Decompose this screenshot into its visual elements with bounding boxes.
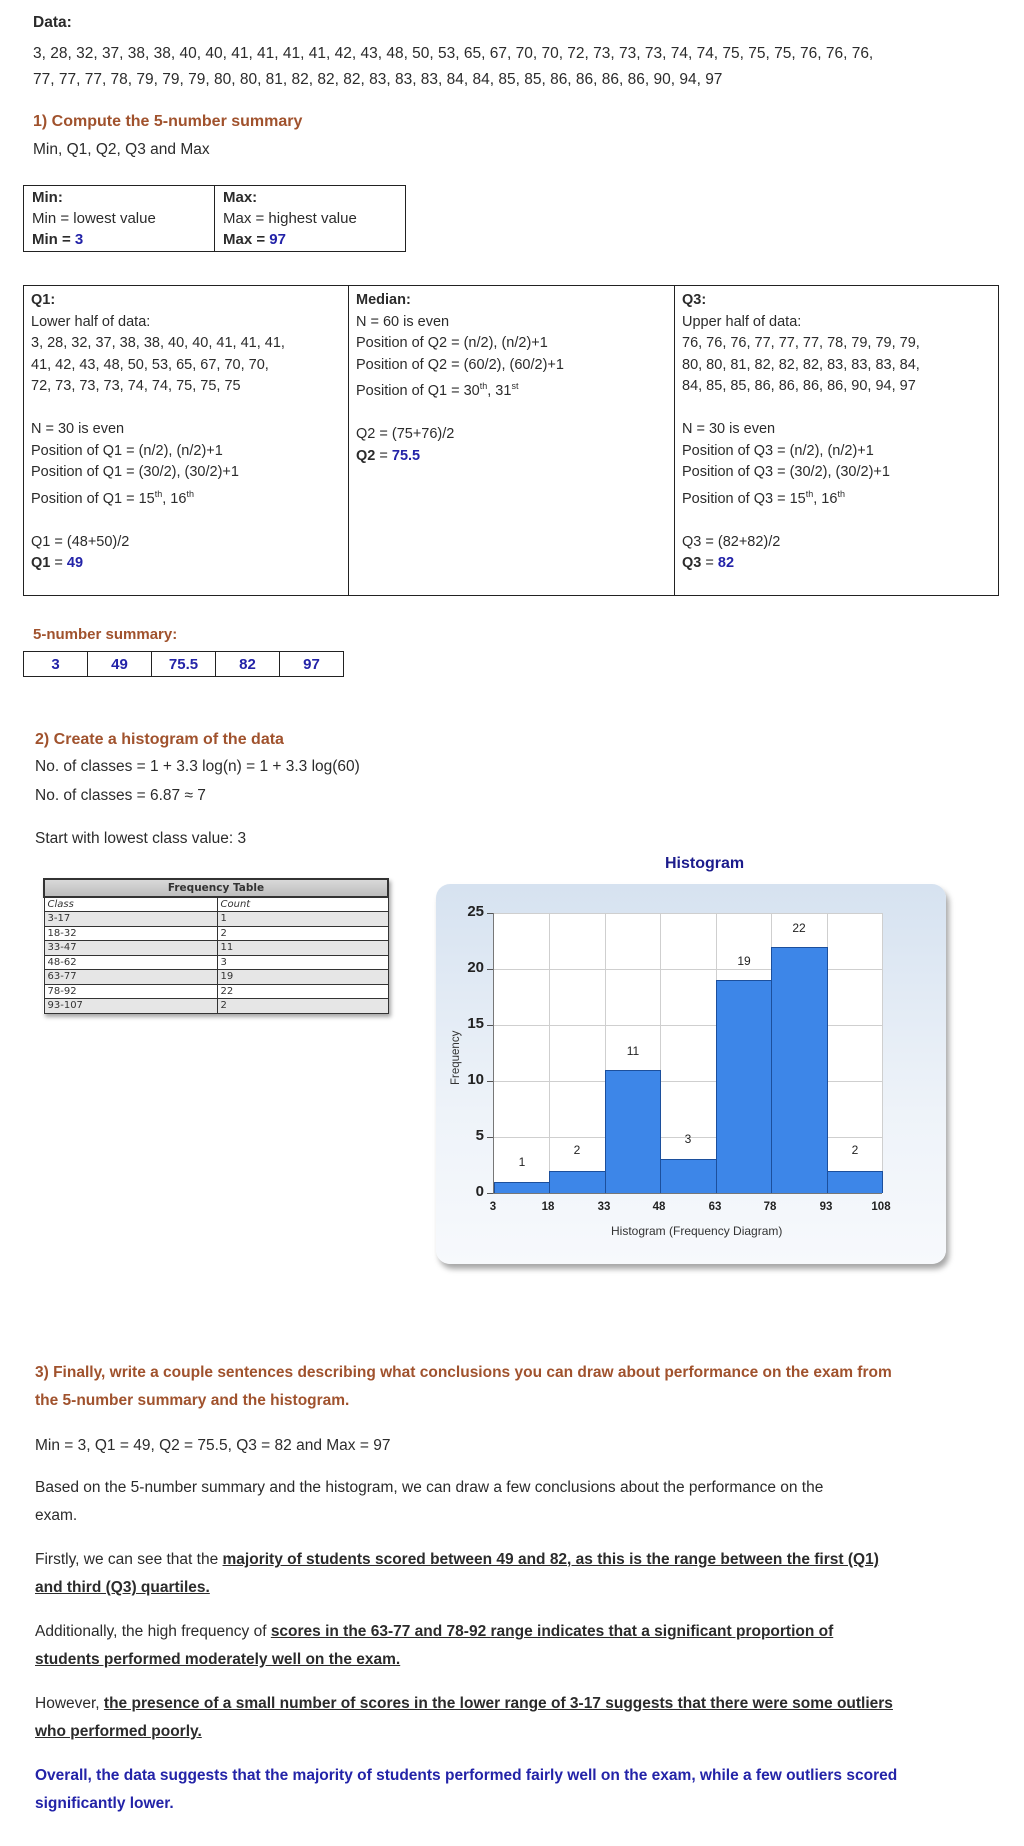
classes-result: No. of classes = 6.87 ≈ 7 (35, 787, 206, 804)
x-tick: 48 (652, 1201, 666, 1213)
conclusion-line-2: significantly lower. (35, 1795, 174, 1812)
q3-data-line: 80, 80, 81, 82, 82, 82, 83, 83, 83, 84, (682, 356, 920, 373)
q3-n-line: N = 30 is even (682, 421, 776, 437)
highlight-text: majority of students scored between 49 and 82, as this is the range between the first (Q1) (222, 1551, 879, 1568)
max-value: 97 (269, 231, 286, 248)
y-axis-label: Frequency (450, 1030, 462, 1085)
histogram-bar (771, 947, 828, 1193)
q3-data-line: 84, 85, 85, 86, 86, 86, 86, 90, 94, 97 (682, 378, 916, 394)
max-result-label: Max = (223, 231, 270, 248)
median-title: Median: (356, 292, 411, 308)
min-value: 3 (74, 231, 84, 248)
bar-value-label: 22 (792, 921, 806, 935)
table-row: 33-47 11 (44, 941, 388, 956)
median-value: 75.5 (391, 447, 421, 464)
max-box (215, 186, 406, 252)
q3-position-result: Position of Q3 = 15th, 16th (682, 488, 845, 507)
bar-value-label: 19 (737, 954, 751, 968)
q1-calculation: Q1 = (48+50)/2 (31, 533, 130, 550)
data-values-line-2: 77, 77, 77, 78, 79, 79, 79, 80, 80, 81, 82, 82, 82, 83, 83, 83, 84, 84, 85, 85, 86, 86, 86, 86, 90, 94, 97 (33, 71, 723, 88)
x-tick: 33 (597, 1201, 611, 1213)
q1-data-line: 41, 42, 43, 48, 50, 53, 65, 67, 70, 70, (31, 356, 269, 373)
column-header-count: Count (217, 897, 388, 912)
table-row: 63-77 19 (44, 970, 388, 985)
five-number-min: 3 (24, 652, 88, 677)
q1-position-substituted: Position of Q1 = (30/2), (30/2)+1 (31, 464, 239, 480)
median-result-label: Q2 (356, 447, 376, 464)
intro-line-1: Based on the 5-number summary and the histogram, we can draw a few conclusions about the performance on the (35, 1479, 824, 1496)
x-tick: 108 (871, 1201, 891, 1213)
part3-heading-line-1: 3) Finally, write a couple sentences describing what conclusions you can draw about performance on the exam from (35, 1364, 892, 1381)
bar-value-label: 1 (518, 1155, 526, 1169)
median-calculation: Q2 = (75+76)/2 (356, 426, 455, 442)
table-row: 78-92 22 (44, 984, 388, 999)
part2-heading: 2) Create a histogram of the data (35, 731, 284, 748)
frequency-table-title: Frequency Table (44, 879, 388, 897)
highlight-text: scores in the 63-77 and 78-92 range indicates that a significant proportion of (270, 1623, 834, 1640)
x-tick: 93 (819, 1201, 833, 1213)
max-definition: Max = highest value (223, 210, 357, 227)
five-number-q3: 82 (216, 652, 280, 677)
bar-value-label: 3 (684, 1132, 692, 1146)
median-position-substituted: Position of Q2 = (60/2), (60/2)+1 (356, 356, 564, 373)
q1-value: 49 (66, 555, 84, 571)
histogram-bar (494, 1182, 550, 1193)
histogram-bar (716, 980, 772, 1193)
start-class-note: Start with lowest class value: 3 (35, 830, 247, 847)
q1-lower-half-label: Lower half of data: (31, 313, 151, 330)
frequency-table-container (43, 878, 389, 1014)
histogram-bar (605, 1070, 661, 1193)
five-number-max: 97 (280, 652, 344, 677)
column-header-class: Class (44, 897, 217, 912)
table-row: 18-32 2 (44, 926, 388, 941)
bar-value-label: 2 (573, 1143, 581, 1157)
histogram-bar (549, 1171, 606, 1193)
q1-title: Q1: (31, 292, 56, 308)
frequency-table (43, 878, 389, 1014)
q3-data-line: 76, 76, 76, 77, 77, 77, 78, 79, 79, 79, (682, 335, 920, 351)
highlight-text: the presence of a small number of scores in the lower range of 3-17 suggests that there were some outliers (103, 1695, 893, 1712)
quartiles-table (23, 285, 999, 596)
q3-title: Q3: (682, 292, 707, 308)
highlight-text: students performed moderately well on the exam. (35, 1651, 401, 1668)
bar-value-label: 11 (626, 1044, 640, 1058)
intro-line-2: exam. (35, 1507, 78, 1524)
five-number-median: 75.5 (152, 652, 216, 677)
min-title: Min: (32, 189, 63, 206)
five-number-q1: 49 (88, 652, 152, 677)
x-tick: 63 (708, 1201, 722, 1213)
paragraph-firstly: Firstly, we can see that the majority of students scored between 49 and 82, as this is the range between the first (Q1) (35, 1551, 879, 1568)
x-tick: 3 (489, 1201, 497, 1213)
part1-heading: 1) Compute the 5-number summary (33, 113, 303, 130)
y-tick: 0 (475, 1183, 484, 1200)
min-max-table (23, 185, 406, 252)
median-position-result: Position of Q1 = 30th, 31st (356, 381, 519, 399)
q3-upper-half-label: Upper half of data: (682, 313, 802, 330)
data-values-line-1: 3, 28, 32, 37, 38, 38, 40, 40, 41, 41, 41, 41, 42, 43, 48, 50, 53, 65, 67, 70, 70, 72, 73, 73, 73, 74, 74, 75, 75, 75, 76, 76, 76, (33, 45, 874, 62)
q1-data-line: 3, 28, 32, 37, 38, 38, 40, 40, 41, 41, 41, (31, 335, 285, 351)
histogram-chart (436, 884, 946, 1264)
chart-title: Histogram (665, 855, 745, 872)
q1-position-formula: Position of Q1 = (n/2), (n/2)+1 (31, 442, 223, 459)
q3-value: 82 (717, 555, 735, 571)
x-tick: 18 (541, 1201, 555, 1213)
q3-box: Q3: Upper half of data: 76, 76, 76, 77, 77, 77, 78, 79, 79, 79, 80, 80, 81, 82, 82, 82, 83, 83, 83, 84, 84, 85, 85, 86, 86, 86, 86, 90, 94, 97 N = 30 is even Position of Q3 = (n/2), (n/2)+1 Position of Q3 = (30/2), (30/2)+1 Position of Q3 = 15th, 16th Q3 = (82+82)/2 Q3 = 82 (675, 286, 999, 596)
max-title: Max: (223, 189, 258, 206)
q3-calculation: Q3 = (82+82)/2 (682, 533, 781, 550)
min-definition: Min = lowest value (32, 210, 156, 227)
plot-area (493, 913, 882, 1194)
five-number-heading: 5-number summary: (33, 626, 178, 643)
min-result-label: Min = (32, 231, 75, 248)
table-row: 3-17 1 (44, 912, 388, 927)
q3-position-substituted: Position of Q3 = (30/2), (30/2)+1 (682, 464, 890, 480)
q3-result-label: Q3 (682, 555, 702, 571)
table-row: 48-62 3 (44, 955, 388, 970)
q1-position-result: Position of Q1 = 15th, 16th (31, 488, 194, 507)
x-tick: 78 (763, 1201, 777, 1213)
part3-heading-line-2: the 5-number summary and the histogram. (35, 1392, 350, 1409)
median-n-line: N = 60 is even (356, 313, 450, 330)
median-box: Median: N = 60 is even Position of Q2 = (n/2), (n/2)+1 Position of Q2 = (60/2), (60/2)+1 Position of Q1 = 30th, 31st Q2 = (75+76)/2 Q2 = 75.5 (349, 286, 675, 596)
paragraph-firstly-cont (35, 1574, 210, 1602)
highlight-text: who performed poorly. (35, 1723, 202, 1740)
q1-result-label: Q1 (31, 555, 51, 571)
bar-value-label: 2 (851, 1143, 859, 1157)
y-tick: 10 (467, 1071, 484, 1088)
highlight-text: and third (Q3) quartiles. (35, 1579, 210, 1596)
conclusion-line-1: Overall, the data suggests that the majority of students performed fairly well on the exam, while a few outliers scored (35, 1767, 898, 1784)
y-tick: 5 (475, 1127, 484, 1144)
y-tick: 25 (467, 903, 484, 920)
y-tick: 20 (467, 959, 484, 976)
part1-subheading: Min, Q1, Q2, Q3 and Max (33, 141, 210, 158)
q3-position-formula: Position of Q3 = (n/2), (n/2)+1 (682, 442, 874, 459)
paragraph-additionally-cont (35, 1646, 400, 1674)
paragraph-however: However, the presence of a small number of scores in the lower range of 3-17 suggests that there were some outliers (35, 1695, 893, 1712)
q1-data-line: 72, 73, 73, 73, 74, 74, 75, 75, 75 (31, 378, 241, 394)
median-position-formula: Position of Q2 = (n/2), (n/2)+1 (356, 335, 548, 351)
classes-formula: No. of classes = 1 + 3.3 log(n) = 1 + 3.3 log(60) (35, 758, 360, 775)
five-number-table (23, 651, 344, 677)
table-row: 93-107 2 (44, 999, 388, 1014)
min-box (24, 186, 215, 252)
histogram-bar (827, 1171, 883, 1193)
x-axis-label: Histogram (Frequency Diagram) (611, 1224, 783, 1238)
summary-line: Min = 3, Q1 = 49, Q2 = 75.5, Q3 = 82 and Max = 97 (35, 1437, 391, 1454)
paragraph-additionally: Additionally, the high frequency of scores in the 63-77 and 78-92 range indicates that a significant proportion of (35, 1623, 834, 1640)
histogram-bar (660, 1159, 717, 1193)
q1-n-line: N = 30 is even (31, 421, 125, 437)
paragraph-however-cont (35, 1718, 202, 1746)
y-tick: 15 (467, 1015, 484, 1032)
data-label: Data: (33, 14, 72, 31)
q1-box: Q1: Lower half of data: 3, 28, 32, 37, 38, 38, 40, 40, 41, 41, 41, 41, 42, 43, 48, 50, 53, 65, 67, 70, 70, 72, 73, 73, 73, 74, 74, 75, 75, 75 N = 30 is even Position of Q1 = (n/2), (n/2)+1 Position of Q1 = (30/2), (30/2)+1 Position of Q1 = 15th, 16th Q1 = (48+50)/2 Q1 = 49 (24, 286, 349, 596)
